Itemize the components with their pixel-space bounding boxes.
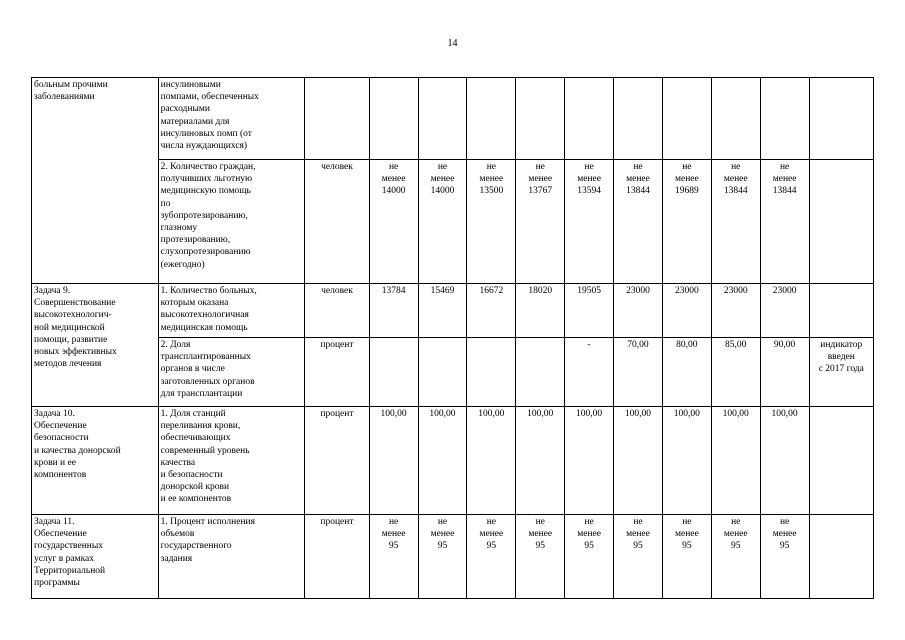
value-text: не менее 95 (381, 517, 406, 552)
value-cell (418, 284, 467, 338)
value-cell (760, 284, 809, 338)
value-text: не менее 13844 (723, 162, 748, 197)
value-cell (516, 407, 565, 515)
indicator-cell (158, 284, 305, 338)
value-cell (467, 338, 516, 407)
value-cell (662, 78, 711, 160)
task-cell (32, 515, 159, 599)
value-text: 19505 (577, 286, 601, 296)
value-cell (369, 338, 418, 407)
value-cell (418, 407, 467, 515)
table-row (32, 407, 874, 515)
value-cell (565, 515, 614, 599)
value-text: не менее 95 (430, 517, 455, 552)
value-text: 100,00 (429, 409, 456, 419)
value-cell (418, 160, 467, 284)
value-cell (418, 78, 467, 160)
value-text: не менее 95 (626, 517, 650, 552)
value-text: - (587, 340, 591, 350)
task-cell (32, 407, 159, 515)
value-cell (565, 338, 614, 407)
value-text: 18020 (528, 286, 553, 296)
value-text: 100,00 (478, 409, 505, 419)
value-cell (614, 160, 663, 284)
page-number: 14 (447, 38, 458, 49)
value-cell (467, 160, 516, 284)
value-cell (565, 407, 614, 515)
task-cell (32, 284, 159, 407)
indicator-text: инсулиновыми помпами, обеспеченных расходными материалами для инсулиновых помп (от числа нуждающихся) (160, 80, 259, 152)
value-cell (662, 284, 711, 338)
value-text: 16672 (479, 286, 504, 296)
value-cell (516, 284, 565, 338)
value-cell (467, 515, 516, 599)
value-cell (760, 407, 809, 515)
indicator-text: 1. Процент исполнения объемов государственного задания (160, 517, 255, 564)
indicator-cell (158, 78, 305, 160)
value-text: не менее 14000 (381, 162, 406, 197)
indicator-text: 1. Доля станций переливания крови, обеспечивающих современный уровень качества и безопасности донорской крови и ее компонентов (160, 409, 250, 505)
note-cell (809, 78, 873, 160)
value-cell (614, 407, 663, 515)
value-cell (418, 338, 467, 407)
table-row (32, 515, 874, 599)
value-cell (662, 407, 711, 515)
value-text: не менее 13500 (479, 162, 504, 197)
value-cell (565, 284, 614, 338)
value-cell (760, 338, 809, 407)
value-text: 23000 (772, 286, 797, 296)
value-cell (369, 284, 418, 338)
value-text: не менее 95 (528, 517, 553, 552)
note-cell (809, 338, 873, 407)
note-cell (809, 407, 873, 515)
value-text: 70,00 (627, 340, 649, 350)
value-text: не менее 13767 (528, 162, 553, 197)
value-cell (760, 78, 809, 160)
indicator-cell (158, 160, 305, 284)
value-text: 90,00 (773, 340, 796, 350)
value-cell (662, 515, 711, 599)
task-text: Задача 9. Совершенствование высокотехнологич- ной медицинской помощи, развитие новых эффективных методов лечения (34, 286, 117, 370)
value-cell (614, 515, 663, 599)
value-text: 23000 (626, 286, 650, 296)
value-cell (760, 515, 809, 599)
note-cell (809, 515, 873, 599)
value-text: 23000 (723, 286, 748, 296)
indicators-table (31, 77, 874, 599)
value-text: 80,00 (676, 340, 698, 350)
value-cell (662, 160, 711, 284)
value-cell (467, 78, 516, 160)
value-cell (614, 338, 663, 407)
value-cell (565, 78, 614, 160)
unit-cell: человек (305, 284, 369, 338)
note-text: индикатор введен с 2017 года (818, 340, 864, 375)
indicator-cell (158, 515, 305, 599)
table-row (32, 78, 874, 160)
indicator-text: 2. Доля трансплантированных органов в числе заготовленных органов для трансплантации (160, 340, 255, 399)
task-text: Задача 11. Обеспечение государственных услуг в рамках Территориальной программы (34, 517, 106, 589)
value-text: не менее 95 (479, 517, 504, 552)
value-text: не менее 95 (723, 517, 748, 552)
unit-cell (305, 78, 369, 160)
note-cell (809, 284, 873, 338)
value-cell (516, 338, 565, 407)
value-text: 100,00 (722, 409, 749, 419)
value-cell (369, 160, 418, 284)
value-text: 100,00 (576, 409, 603, 419)
unit-cell: процент (305, 407, 369, 515)
table-row (32, 338, 874, 407)
value-text: не менее 95 (577, 517, 601, 552)
value-cell (565, 160, 614, 284)
unit-cell: человек (305, 160, 369, 284)
value-cell (662, 338, 711, 407)
value-cell (418, 515, 467, 599)
value-cell (711, 407, 760, 515)
value-cell (614, 284, 663, 338)
value-cell (711, 284, 760, 338)
indicator-cell (158, 338, 305, 407)
value-text: 15469 (430, 286, 455, 296)
task-text: больным прочими заболеваниями (34, 80, 108, 103)
value-text: не менее 13594 (577, 162, 601, 197)
indicator-cell (158, 407, 305, 515)
value-text: 23000 (674, 286, 699, 296)
value-text: не менее 19689 (674, 162, 699, 197)
value-text: не менее 95 (772, 517, 797, 552)
value-text: 85,00 (725, 340, 747, 350)
value-cell (711, 338, 760, 407)
unit-cell: процент (305, 338, 369, 407)
value-cell (516, 160, 565, 284)
value-cell (516, 78, 565, 160)
table-row (32, 160, 874, 284)
note-cell (809, 160, 873, 284)
value-text: 13784 (381, 286, 406, 296)
value-cell (467, 284, 516, 338)
value-text: 100,00 (771, 409, 798, 419)
task-cell (32, 78, 159, 284)
unit-cell: процент (305, 515, 369, 599)
value-cell (369, 515, 418, 599)
value-cell (614, 78, 663, 160)
value-text: 100,00 (673, 409, 700, 419)
value-text: не менее 13844 (772, 162, 797, 197)
value-text: 100,00 (624, 409, 652, 419)
value-cell (711, 78, 760, 160)
value-cell (369, 78, 418, 160)
value-text: не менее 95 (674, 517, 699, 552)
task-text: Задача 10. Обеспечение безопасности и качества донорской крови и ее компонентов (34, 409, 121, 481)
value-cell (467, 407, 516, 515)
indicator-text: 1. Количество больных, которым оказана высокотехнологичная медицинская помощь (160, 286, 257, 333)
value-cell (369, 407, 418, 515)
indicator-text: 2. Количество граждан, получивших льготную медицинскую помощь по зубопротезированию, глазному протезированию, слухопротезированию (ежегодно) (160, 162, 256, 270)
value-cell (711, 160, 760, 284)
value-cell (760, 160, 809, 284)
value-cell (711, 515, 760, 599)
table-row (32, 284, 874, 338)
value-text: не менее 14000 (430, 162, 455, 197)
value-cell (516, 515, 565, 599)
value-text: 100,00 (380, 409, 407, 419)
value-text: 100,00 (527, 409, 554, 419)
value-text: не менее 13844 (626, 162, 650, 197)
